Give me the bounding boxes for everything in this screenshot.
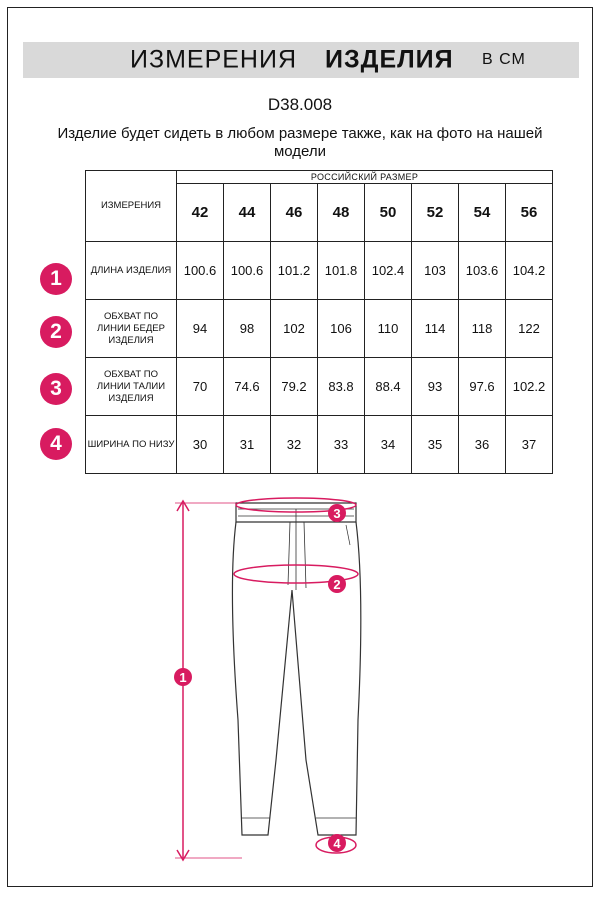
table-cell: 93 — [412, 358, 459, 416]
table-cell: 103 — [412, 242, 459, 300]
row-number-badge: 4 — [40, 428, 72, 460]
measurement-lines — [175, 498, 358, 860]
table-cell: 97.6 — [459, 358, 506, 416]
table-cell: 100.6 — [177, 242, 224, 300]
table-cell: 37 — [506, 416, 553, 474]
table-cell: 70 — [177, 358, 224, 416]
table-cell: 88.4 — [365, 358, 412, 416]
table-cell: 36 — [459, 416, 506, 474]
size-caption: РОССИЙСКИЙ РАЗМЕР — [177, 171, 553, 184]
table-cell: 102.2 — [506, 358, 553, 416]
table-cell: 32 — [271, 416, 318, 474]
table-cell: 30 — [177, 416, 224, 474]
table-cell: 33 — [318, 416, 365, 474]
row-number-badge: 2 — [40, 316, 72, 348]
table-cell: 101.8 — [318, 242, 365, 300]
corner-label: ИЗМЕРЕНИЯ — [86, 171, 177, 242]
size-header: 50 — [365, 184, 412, 242]
table-cell: 98 — [224, 300, 271, 358]
marker-1 — [174, 668, 192, 686]
size-header: 46 — [271, 184, 318, 242]
table-cell: 74.6 — [224, 358, 271, 416]
size-header: 56 — [506, 184, 553, 242]
table-cell: 106 — [318, 300, 365, 358]
marker-3 — [328, 504, 346, 522]
svg-text:2: 2 — [333, 577, 341, 592]
table-cell: 122 — [506, 300, 553, 358]
title-word-garment: ИЗДЕЛИЯ — [325, 45, 454, 74]
row-label: ДЛИНА ИЗДЕЛИЯ — [86, 242, 177, 300]
table-cell: 114 — [412, 300, 459, 358]
product-code: D38.008 — [267, 95, 333, 114]
table-cell: 35 — [412, 416, 459, 474]
row-label: ОБХВАТ ПО ЛИНИИ ТАЛИИ ИЗДЕЛИЯ — [86, 358, 177, 416]
table-cell: 103.6 — [459, 242, 506, 300]
table-cell: 102.4 — [365, 242, 412, 300]
row-label: ОБХВАТ ПО ЛИНИИ БЕДЕР ИЗДЕЛИЯ — [86, 300, 177, 358]
table-cell: 110 — [365, 300, 412, 358]
table-cell: 104.2 — [506, 242, 553, 300]
table-cell: 102 — [271, 300, 318, 358]
fit-description: Изделие будет сидеть в любом размере также, как на фото на нашей модели — [57, 125, 543, 160]
table-cell: 79.2 — [271, 358, 318, 416]
table-cell: 31 — [224, 416, 271, 474]
size-header: 54 — [459, 184, 506, 242]
row-label: ШИРИНА ПО НИЗУ — [86, 416, 177, 474]
row-number-badge: 3 — [40, 373, 72, 405]
table-cell: 101.2 — [271, 242, 318, 300]
size-header: 44 — [224, 184, 271, 242]
marker-4 — [328, 834, 346, 852]
pants-outline — [232, 503, 360, 835]
size-header: 42 — [177, 184, 224, 242]
marker-2 — [328, 575, 346, 593]
row-number-badge: 1 — [40, 263, 72, 295]
svg-text:1: 1 — [179, 670, 187, 685]
table-cell: 100.6 — [224, 242, 271, 300]
size-header: 52 — [412, 184, 459, 242]
title-unit: В СМ — [482, 51, 526, 68]
table-cell: 94 — [177, 300, 224, 358]
size-header: 48 — [318, 184, 365, 242]
table-cell: 34 — [365, 416, 412, 474]
svg-text:3: 3 — [333, 506, 341, 521]
table-cell: 83.8 — [318, 358, 365, 416]
svg-text:4: 4 — [333, 836, 341, 851]
table-cell: 118 — [459, 300, 506, 358]
title-word-measurements: ИЗМЕРЕНИЯ — [130, 45, 297, 74]
